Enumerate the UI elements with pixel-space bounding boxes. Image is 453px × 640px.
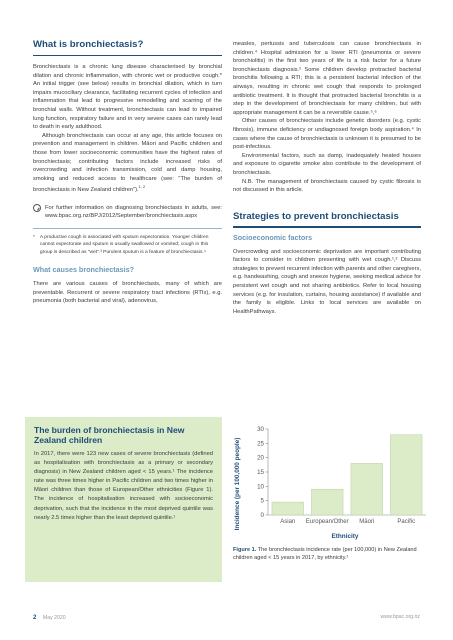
paragraph-definition: Bronchiectasis is a chronic lung disease characterised by bronchial dilation and chronic inflammation, with chronic wet or productive cough.* An initial trigger (see below) results in bronchial dilation, which in turn impairs mucociliary clearance, facilitating recurrent cycles of infection and inflammation that lead to progressive remodelling and scarring of the bronchial walls. Without treatment, bronchiectasis can lead to impaired lung function, respiratory failure and in very severe cases can rarely lead to death in early adulthood. — [33, 64, 222, 131]
y-axis-label: Incidence (per 100,000 people) — [234, 437, 241, 531]
figure-label: Figure 1. — [233, 547, 257, 553]
y-tick-label: 0 — [260, 512, 264, 519]
right-column — [233, 40, 421, 316]
paragraph-nb: N.B. The management of bronchiectasis caused by cystic fibrosis is not discussed in this article. — [233, 178, 421, 194]
paragraph-socioeconomic: Overcrowding and socioeconomic deprivation are important contributing factors to consider in children presenting with wet cough.¹,² Discuss strategies to prevent recurrent infection with parents and other caregivers, e.g. handwashing, cough and sneeze hygiene, seeking medical advice for persistent wet cough and not sharing antibiotics. Refer to local housing services (e.g. for insulation, curtains, housing assistance) if available and the family is eligible. Links to local services are available on HealthPathways. — [233, 248, 421, 315]
bar-m-ori — [351, 463, 383, 515]
heading-rule — [33, 55, 222, 57]
y-tick-label: 20 — [257, 454, 264, 462]
paragraph-causes: There are various causes of bronchiectasis, many of which are preventable. Recurrent or severe respiratory tract infections (RTIs), e.g. pneumonia (both bacterial and viral), adenovirus, — [33, 280, 222, 305]
heading-rule — [233, 226, 421, 228]
paragraph-environment: Environmental factors, such as damp, inadequately heated houses and exposure to cigarette smoke also contribute to the development of bronchiectasis. — [233, 152, 421, 176]
burden-box — [25, 417, 222, 582]
info-arrow-icon — [33, 204, 41, 212]
section-heading-strategies: Strategies to prevent bronchiectasis — [233, 210, 399, 222]
y-tick-label: 25 — [257, 440, 264, 448]
y-tick-label: 10 — [257, 483, 264, 491]
paragraph-other-causes: Other causes of bronchiectasis include genetic disorders (e.g. cystic fibrosis), immune deficiency or undiagnosed foreign body aspiration.⁴ In cases where the cause of bronchiectasis is unknown it is presumed to be post-infectious. — [233, 118, 421, 151]
burden-box-title: The burden of bronchiectasis in New Zealand children — [34, 425, 185, 445]
paragraph-infections: measles, pertussis and tuberculosis can cause bronchiectasis in children.⁴ Hospital admission for a lower RTI (pneumonia or severe bronchiolitis) in the first two years of life is a risk factor for a future bronchiectasis diagnosis.² Some children develop protracted bacterial bronchitis following a RTI; this is a persistent bacterial infection of the airways, resulting in chronic wet cough that responds to prolonged antibiotic treatment. It is thought that protracted bacterial bronchitis is a step in the development of bronchiectasis for many children, but with appropriate management it can be a reversible cause.⁵,⁶ — [233, 41, 421, 116]
paragraph-children-focus: Although bronchiectasis can occur at any age, this article focuses on prevention and management in children. Māori and Pacific children and those from lower socioeconomic communities have the highest rates of bronchiectasis; contributing factors include increased risks of overcrowding and infection transmission, cold and damp housing, smoking and reduced access to healthcare (see: "The burden of bronchiectasis in New Zealand children").$^{1, 2}$ — [33, 132, 222, 194]
further-info-tip — [33, 204, 222, 221]
section-heading-what-is: What is bronchiectasis? — [33, 39, 144, 50]
figure-caption-text: The bronchiectasis incidence rate (per 100,000) in New Zealand children aged < 15 years in 2017, by ethnicity.¹ — [233, 547, 417, 562]
chart-svg — [230, 425, 430, 543]
issue-date: May 2020 — [42, 615, 66, 621]
burden-box-text: In 2017, there were 123 new cases of severe bronchiectasis (defined as hospitalisation with bronchiectasis as a primary or secondary diagnosis) in New Zealand children aged < 15 years.¹ The incidence rate was three times higher in Pacific children and two times higher in Māori children than those of European/Other ethnicities (Figure 1). The incidence of hospitalisation increased with socioeconomic deprivation, such that the incidence in the most deprived quintile was nearly 2.5 times higher than the least deprived quintile.¹ — [34, 451, 213, 521]
page-footer-left — [33, 614, 66, 621]
x-tick-label: Māori — [359, 519, 375, 525]
x-tick-label: Asian — [280, 519, 296, 525]
footnote — [33, 234, 222, 256]
site-url[interactable]: www.bpac.org.nz — [380, 614, 420, 620]
x-tick-label: Pacific — [397, 519, 416, 525]
x-tick-label: European/Other — [305, 519, 349, 525]
left-column — [33, 40, 222, 306]
section-heading-causes: What causes bronchiectasis? — [33, 265, 135, 275]
footnote-mark: * — [33, 234, 35, 240]
footnote-divider — [33, 228, 222, 229]
y-tick-label: 30 — [257, 426, 264, 433]
chart-bars — [272, 435, 422, 515]
y-tick-label: 5 — [260, 497, 264, 505]
figure-caption — [233, 546, 423, 563]
bar-pacific — [390, 435, 422, 515]
x-axis-label: Ethnicity — [331, 533, 359, 540]
page-number: 2 — [33, 614, 37, 621]
bar-european-other — [311, 489, 343, 515]
bar-asian — [272, 502, 304, 515]
subheading-socioeconomic: Socioeconomic factors — [233, 232, 313, 242]
y-tick-label: 15 — [257, 469, 264, 476]
incidence-chart — [230, 425, 430, 543]
footnote-text: A productive cough is associated with sputum expectoration. Younger children cannot expectorate and sputum is usually swallowed or vomited; cough in this group is described as "wet".³ Purulent sputum is a feature of bronchiectasis.⁴ — [39, 234, 209, 255]
tip-text[interactable]: For further information on diagnosing bronchiectasis in adults, see: www.bpac.org.nz/BPJ/2012/September/bronchiectasis.aspx — [45, 204, 222, 220]
